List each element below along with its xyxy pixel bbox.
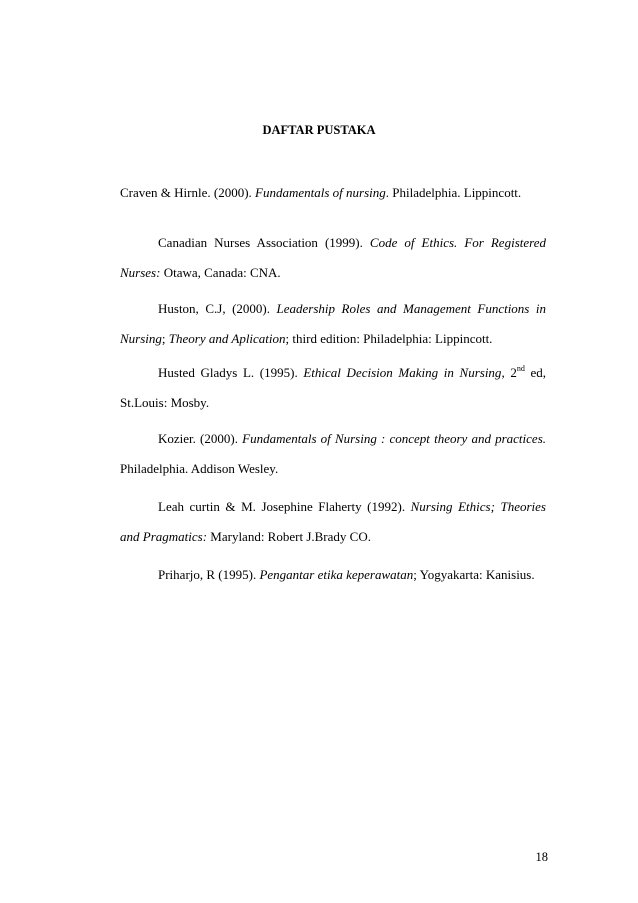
reference-title: Code of Ethics. For Registered Nurses: <box>120 235 546 280</box>
reference-entry <box>120 358 546 418</box>
reference-separator: ; <box>161 331 169 346</box>
page-number: 18 <box>535 850 548 864</box>
reference-author-year: Priharjo, R (1995). <box>158 567 260 582</box>
reference-edition: , 2 <box>501 365 517 380</box>
reference-entry <box>120 424 546 484</box>
reference-title: Nursing Ethics; Theories and Pragmatics: <box>120 499 546 544</box>
reference-author-year: Canadian Nurses Association (1999). <box>158 235 370 250</box>
reference-publisher: ed, St.Louis: Mosby. <box>120 365 547 410</box>
reference-title: Leadership Roles and Management Functions in Nursing <box>120 301 547 346</box>
reference-entry <box>120 294 546 354</box>
reference-entry <box>120 560 546 590</box>
reference-author-year: Husted Gladys L. (1995). <box>158 365 304 380</box>
reference-entry <box>120 228 546 288</box>
reference-entry <box>120 178 546 208</box>
page-title: DAFTAR PUSTAKA <box>262 123 376 137</box>
reference-title: Pengantar etika keperawatan <box>259 567 414 582</box>
reference-subtitle: Theory and Aplication <box>168 331 286 346</box>
reference-publisher: Maryland: Robert J.Brady CO. <box>207 529 371 544</box>
reference-edition-suffix: nd <box>516 364 525 373</box>
reference-entry <box>120 492 546 552</box>
reference-author-year: Leah curtin & M. Josephine Flaherty (1992). <box>158 499 411 514</box>
reference-publisher: ; third edition: Philadelphia: Lippincott. <box>285 331 493 346</box>
reference-title: Fundamentals of nursing <box>255 185 386 200</box>
reference-publisher: ; Yogyakarta: Kanisius. <box>413 567 535 582</box>
reference-publisher: Philadelphia. Addison Wesley. <box>120 461 279 476</box>
reference-author-year: Craven & Hirnle. (2000). <box>120 185 256 200</box>
reference-publisher: . Philadelphia. Lippincott. <box>385 185 522 200</box>
reference-title: Fundamentals of Nursing : concept theory and practices. <box>242 431 547 446</box>
reference-title: Ethical Decision Making in Nursing <box>303 365 502 380</box>
reference-author-year: Kozier. (2000). <box>158 431 243 446</box>
reference-publisher: Otawa, Canada: CNA. <box>160 265 281 280</box>
reference-author-year: Huston, C.J, (2000). <box>158 301 277 316</box>
